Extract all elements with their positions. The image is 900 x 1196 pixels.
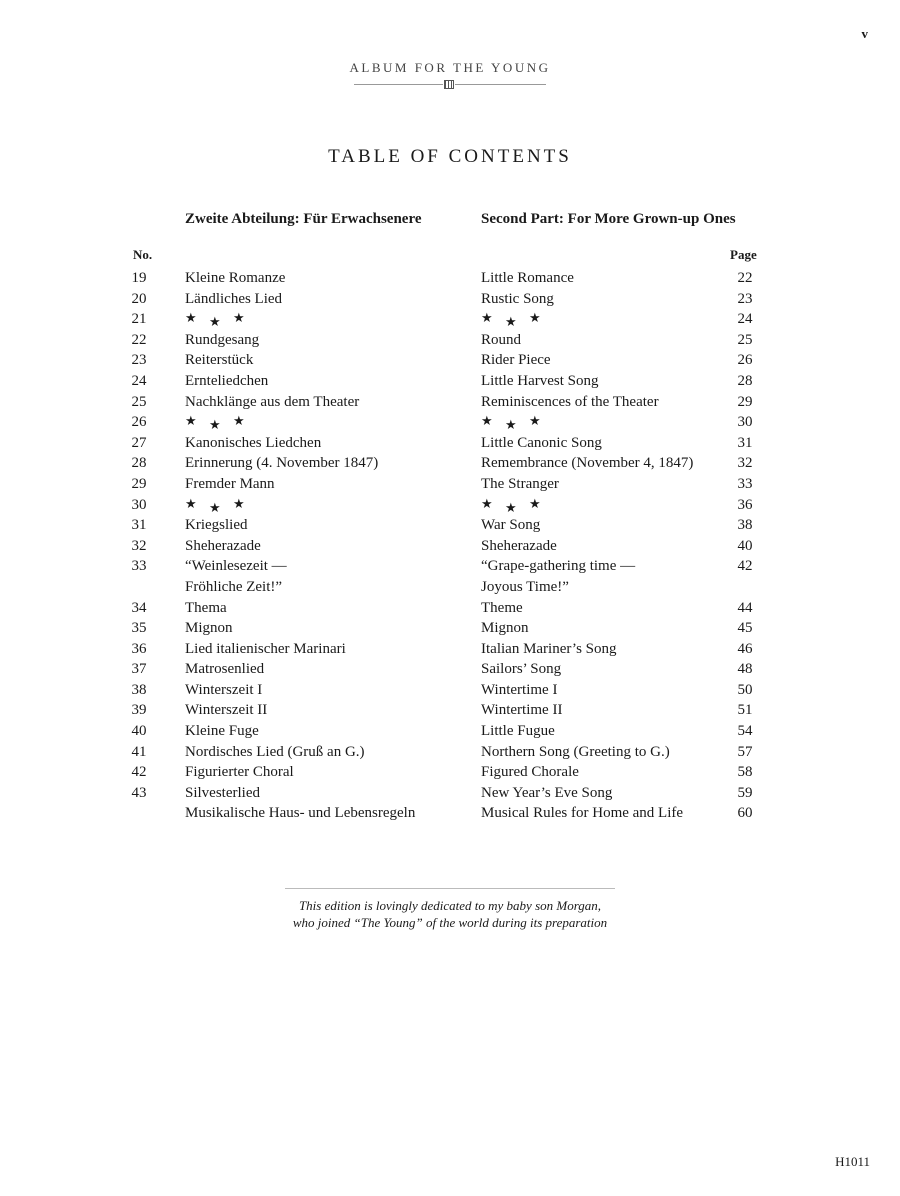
toc-entry: [0, 309, 900, 330]
entry-number: 19: [131, 270, 147, 286]
english-title: Italian Mariner’s Song: [481, 640, 617, 657]
english-title: Figured Chorale: [481, 764, 579, 781]
german-title: Kriegslied: [185, 517, 248, 534]
running-head: ALBUM FOR THE YOUNG: [349, 60, 551, 75]
english-title: Theme: [481, 599, 523, 616]
page-number: 48: [737, 661, 753, 678]
toc-entry: [0, 350, 900, 371]
stars-icon: ★ ★ ★: [481, 310, 541, 330]
page-number: 57: [737, 743, 753, 760]
german-title: “Weinlesezeit — Fröhliche Zeit!”: [185, 558, 287, 595]
toc-entry: [0, 268, 900, 289]
english-title: War Song: [481, 517, 541, 534]
page-number: 22: [737, 270, 753, 286]
entry-number: 36: [131, 640, 147, 657]
english-title: Rustic Song: [481, 290, 554, 307]
toc-entry: [0, 742, 900, 763]
page-number: 23: [737, 290, 753, 307]
toc-entry: [0, 412, 900, 433]
plate-number: H1011: [835, 1154, 870, 1169]
entry-number: 30: [131, 496, 147, 513]
english-title: New Year’s Eve Song: [481, 784, 613, 801]
page-number: 25: [737, 331, 753, 348]
toc-entry: [0, 618, 900, 639]
page-number: 60: [737, 805, 753, 822]
entry-number: 41: [131, 743, 147, 760]
page-number: 50: [737, 681, 753, 698]
english-title: Mignon: [481, 620, 529, 637]
page-number: 59: [737, 784, 753, 801]
entry-number: 32: [131, 537, 147, 554]
contents-list: [0, 268, 900, 824]
english-title: Little Romance: [481, 270, 574, 286]
german-title: Ernteliedchen: [185, 372, 269, 389]
toc-entry: [0, 515, 900, 536]
stars-icon: ★ ★ ★: [185, 495, 245, 515]
toc-entry: [0, 762, 900, 783]
toc-entry: [0, 721, 900, 742]
german-title: Sheherazade: [185, 537, 261, 554]
page-number: 40: [737, 537, 753, 554]
page-number: 44: [737, 599, 753, 616]
german-title: Kleine Fuge: [185, 723, 259, 740]
toc-entry: [0, 598, 900, 619]
english-title: Musical Rules for Home and Life: [481, 805, 684, 822]
page-number: 30: [737, 414, 753, 431]
toc-entry: [0, 474, 900, 495]
english-title: “Grape-gathering time — Joyous Time!”: [481, 558, 636, 595]
page-number: 28: [737, 372, 753, 389]
page-number: 29: [737, 393, 753, 410]
page-number: 46: [737, 640, 753, 657]
stars-icon: ★ ★ ★: [185, 310, 245, 330]
german-title: Lied italienischer Marinari: [185, 640, 346, 657]
page-number: 32: [737, 455, 753, 472]
german-title: Kanonisches Liedchen: [185, 434, 322, 451]
entry-number: 26: [131, 414, 147, 431]
german-title: Rundgesang: [185, 331, 260, 348]
entry-number: 29: [131, 475, 147, 492]
page-number: 45: [737, 620, 753, 637]
german-title: Winterszeit I: [185, 681, 263, 698]
german-title: Thema: [185, 599, 227, 616]
toc-entry: [0, 556, 900, 597]
page-number: 31: [737, 434, 753, 451]
german-title: Ländliches Lied: [185, 290, 283, 307]
german-title: Mignon: [185, 620, 233, 637]
page-number: 58: [737, 764, 753, 781]
entry-number: 21: [131, 311, 147, 328]
german-title: Matrosenlied: [185, 661, 265, 678]
toc-entry: [0, 639, 900, 660]
toc-entry: [0, 803, 900, 824]
toc-entry: [0, 330, 900, 351]
toc-entry: [0, 289, 900, 310]
english-title: Remembrance (November 4, 1847): [481, 455, 694, 472]
entry-number: 23: [131, 352, 147, 369]
english-title: Little Canonic Song: [481, 434, 602, 451]
entry-number: 28: [131, 455, 147, 472]
ornament-icon: [443, 79, 455, 90]
german-title: Kleine Romanze: [185, 270, 286, 286]
page-title: TABLE OF CONTENTS: [328, 146, 572, 167]
page-number: 33: [737, 475, 753, 492]
toc-entry: [0, 536, 900, 557]
german-title: Nordisches Lied (Gruß an G.): [185, 743, 365, 760]
english-title: Rider Piece: [481, 352, 551, 369]
stars-icon: ★ ★ ★: [481, 495, 541, 515]
entry-number: 37: [131, 661, 147, 678]
entry-number: 42: [131, 764, 147, 781]
number-column-label: No.: [133, 247, 153, 262]
entry-number: 38: [131, 681, 147, 698]
entry-number: 34: [131, 599, 147, 616]
page-number: 26: [737, 352, 753, 369]
english-title: Round: [481, 331, 522, 348]
toc-entry: [0, 392, 900, 413]
entry-number: 35: [131, 620, 147, 637]
english-title: Reminiscences of the Theater: [481, 393, 659, 410]
german-title: Musikalische Haus- und Lebensregeln: [185, 805, 416, 822]
german-title: Reiterstück: [185, 352, 254, 369]
toc-entry: [0, 700, 900, 721]
english-title: Little Harvest Song: [481, 372, 599, 389]
entry-number: 25: [131, 393, 147, 410]
page-number: 36: [737, 496, 753, 513]
toc-entry: [0, 371, 900, 392]
entry-number: 22: [131, 331, 147, 348]
page-number: 54: [737, 723, 753, 740]
german-column-heading: Zweite Abteilung: Für Erwachsenere: [185, 211, 422, 227]
german-title: Erinnerung (4. November 1847): [185, 455, 379, 472]
english-title: Sailors’ Song: [481, 661, 562, 678]
entry-number: 20: [131, 290, 147, 307]
english-title: Wintertime II: [481, 702, 563, 719]
dedication: [0, 897, 900, 931]
toc-entry: [0, 495, 900, 516]
dedication-line: This edition is lovingly dedicated to my baby son Morgan,: [298, 898, 602, 913]
dedication-line: who joined “The Young” of the world during its preparation: [292, 915, 608, 930]
german-title: Figurierter Choral: [185, 764, 294, 781]
toc-entry: [0, 783, 900, 804]
entry-number: 43: [131, 784, 147, 801]
dedication-rule: [285, 888, 615, 889]
german-title: Winterszeit II: [185, 702, 268, 719]
toc-entry: [0, 680, 900, 701]
english-title: Sheherazade: [481, 537, 557, 554]
stars-icon: ★ ★ ★: [481, 413, 541, 433]
toc-entry: [0, 659, 900, 680]
entry-number: 27: [131, 434, 147, 451]
stars-icon: ★ ★ ★: [185, 413, 245, 433]
toc-entry: [0, 433, 900, 454]
english-column-heading: Second Part: For More Grown-up Ones: [481, 211, 736, 227]
page-number: 42: [737, 558, 753, 575]
page-marker: v: [861, 26, 868, 41]
page-number: 51: [737, 702, 753, 719]
toc-entry: [0, 453, 900, 474]
english-title: Northern Song (Greeting to G.): [481, 743, 670, 760]
page-number: 24: [737, 311, 753, 328]
entry-number: 33: [131, 558, 147, 575]
german-title: Fremder Mann: [185, 475, 275, 492]
page-number: 38: [737, 517, 753, 534]
english-title: Wintertime I: [481, 681, 558, 698]
entry-number: 24: [131, 372, 147, 389]
page-column-label: Page: [730, 247, 757, 262]
english-title: The Stranger: [481, 475, 559, 492]
english-title: Little Fugue: [481, 723, 555, 740]
entry-number: 39: [131, 702, 147, 719]
entry-number: 31: [131, 517, 147, 534]
german-title: Nachklänge aus dem Theater: [185, 393, 360, 410]
entry-number: 40: [131, 723, 147, 740]
german-title: Silvesterlied: [185, 784, 260, 801]
